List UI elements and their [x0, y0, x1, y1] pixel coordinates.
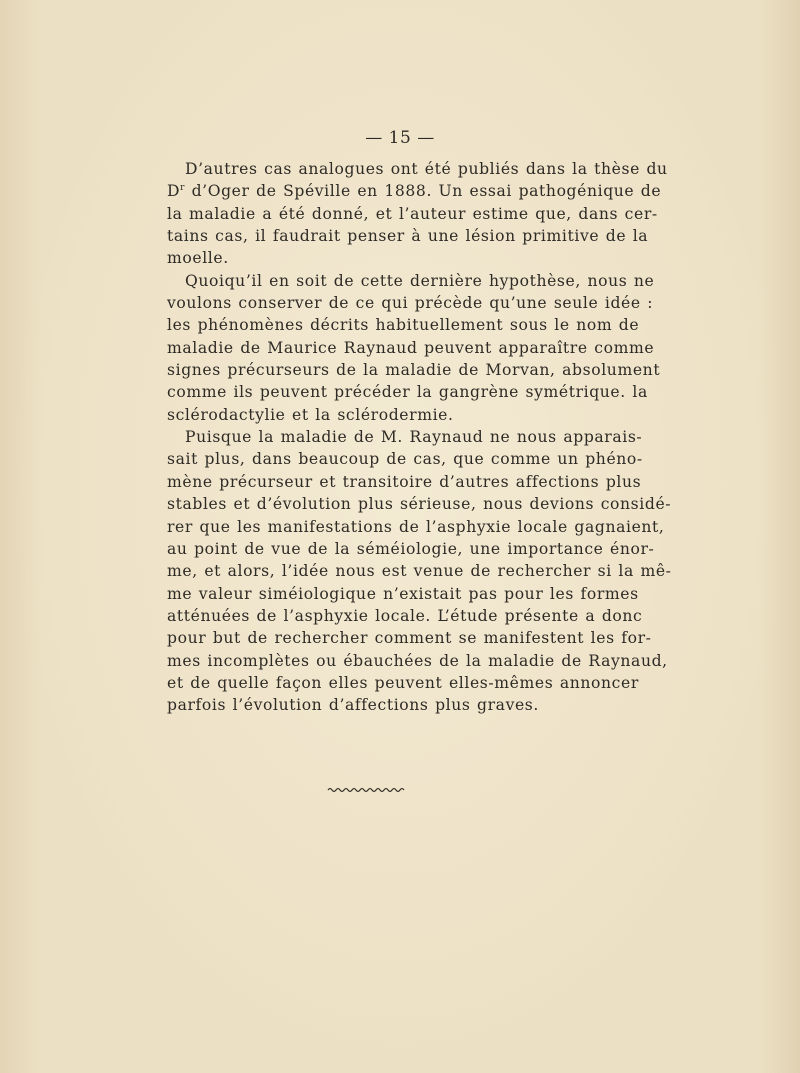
text-line: la maladie a été donné, et l’auteur estime que, dans cer-: [167, 204, 658, 223]
text-line: voulons conserver de ce qui précède qu’une seule idée :: [167, 294, 654, 313]
text-line: les phénomènes décrits habituellement sous le nom de: [167, 316, 640, 335]
text-line: mes incomplètes ou ébauchées de la maladie de Raynaud,: [167, 651, 668, 670]
text-line: moelle.: [167, 249, 229, 268]
doctor-abbrev: D: [167, 182, 181, 201]
text-line: sclérodactylie et la sclérodermie.: [167, 405, 454, 424]
paragraph-1: [143, 158, 668, 270]
text-line: sait plus, dans beaucoup de cas, que comme un phéno-: [167, 450, 643, 469]
text-line: rer que les manifestations de l’asphyxie locale gagnaient,: [167, 517, 665, 536]
text-line: [143, 180, 662, 202]
body-text: [143, 158, 672, 717]
section-end-ornament: [326, 786, 406, 794]
text-line: Quoiqu’il en soit de cette dernière hypothèse, nous ne: [185, 271, 655, 290]
text-segment: d’Oger de Spéville en 1888. Un essai pathogénique de: [185, 182, 662, 201]
text-line: stables et d’évolution plus sérieuse, nous devions considé-: [167, 495, 672, 514]
text-line: atténuées de l’asphyxie locale. L’étude présente a donc: [167, 606, 643, 625]
text-line: pour but de rechercher comment se manifestent les for-: [167, 629, 652, 648]
text-line: signes précurseurs de la maladie de Morvan, absolument: [167, 361, 661, 380]
text-line: au point de vue de la séméiologie, une importance énor-: [167, 539, 655, 558]
paragraph-3: [143, 426, 672, 716]
text-line: mène précurseur et transitoire d’autres affections plus: [167, 472, 642, 491]
text-line: Puisque la maladie de M. Raynaud ne nous apparais-: [185, 428, 643, 447]
paragraph-2: [143, 270, 661, 426]
page-number: — 15 —: [365, 128, 435, 148]
text-line: maladie de Maurice Raynaud peuvent apparaître comme: [167, 338, 655, 357]
text-line: parfois l’évolution d’affections plus graves.: [167, 696, 539, 715]
text-line: et de quelle façon elles peuvent elles-mêmes annoncer: [167, 673, 639, 692]
text-line: me valeur siméiologique n’existait pas pour les formes: [167, 584, 639, 603]
doctor-abbrev-sup: r: [180, 183, 186, 194]
text-line: me, et alors, l’idée nous est venue de rechercher si la mê-: [167, 562, 672, 581]
text-line: tains cas, il faudrait penser à une lésion primitive de la: [167, 227, 649, 246]
text-line: D’autres cas analogues ont été publiés dans la thèse du: [185, 160, 668, 178]
text-line: comme ils peuvent précéder la gangrène symétrique. la: [167, 383, 648, 402]
